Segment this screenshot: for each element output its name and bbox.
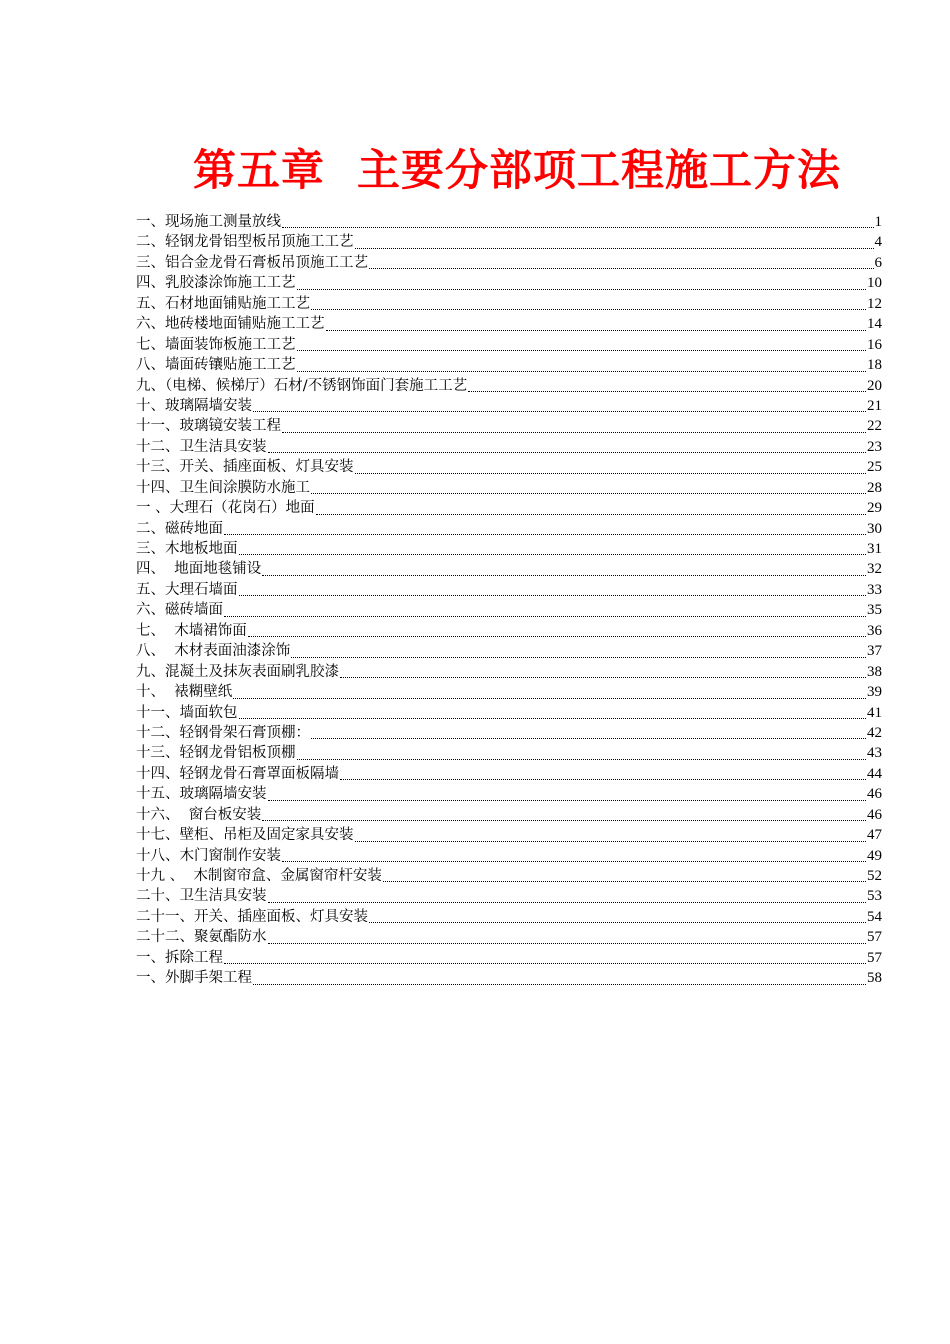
toc-entry[interactable] [136,376,882,396]
toc-dot-leader [468,391,866,392]
toc-entry-page-number: 52 [867,868,882,884]
toc-entry-page-number: 4 [874,234,882,251]
toc-entry-title: 十三、轻钢龙骨铝板顶棚 [136,745,296,762]
toc-entry[interactable] [136,927,882,947]
toc-entry-title: 四、 地面地毯铺设 [136,561,262,578]
toc-entry-title: 四、乳胶漆涂饰施工工艺 [136,275,296,292]
toc-entry[interactable] [136,907,882,927]
toc-dot-leader [340,677,866,678]
toc-entry-page-number: 43 [867,745,882,762]
toc-entry[interactable] [136,886,882,906]
toc-entry-title: 一、现场施工测量放线 [136,214,281,230]
toc-entry-page-number: 1 [874,214,882,230]
toc-dot-leader [297,759,867,760]
toc-entry[interactable] [136,457,882,477]
toc-entry-page-number: 39 [867,684,882,701]
toc-entry-title: 十、 裱糊壁纸 [136,684,233,701]
toc-dot-leader [297,371,867,372]
toc-entry-page-number: 14 [867,316,882,333]
toc-entry-page-number: 35 [867,602,882,619]
toc-dot-leader [355,248,874,249]
toc-entry[interactable] [136,641,882,661]
toc-entry-page-number: 32 [867,561,882,578]
toc-entry[interactable] [136,519,882,539]
toc-entry-title: 七、墙面装饰板施工工艺 [136,336,296,353]
toc-entry[interactable] [136,539,882,559]
toc-entry-page-number: 37 [867,643,882,660]
toc-entry-page-number: 33 [867,581,882,598]
toc-entry-title: 一、拆除工程 [136,949,223,966]
toc-entry-title: 十五、玻璃隔墙安装 [136,786,267,803]
toc-dot-leader [316,514,866,515]
toc-entry-title: 二十一、开关、插座面板、灯具安装 [136,908,368,925]
toc-dot-leader [262,820,866,821]
toc-dot-leader [311,309,866,310]
toc-entry-title: 五、大理石墙面 [136,581,238,598]
toc-entry-title: 一、外脚手架工程 [136,970,252,987]
toc-entry-page-number: 28 [867,479,882,496]
toc-entry-title: 八、墙面砖镶贴施工工艺 [136,357,296,374]
toc-dot-leader [239,718,867,719]
toc-dot-leader [282,227,874,228]
toc-dot-leader [224,534,866,535]
toc-entry-title: 二、轻钢龙骨铝型板吊顶施工工艺 [136,234,354,251]
toc-entry-title: 三、铝合金龙骨石膏板吊顶施工工艺 [136,254,368,271]
toc-dot-leader [355,473,867,474]
toc-entry-title: 九、（电梯、候梯厅）石材/不锈钢饰面门套施工工艺 [136,377,468,394]
toc-dot-leader [268,943,867,944]
toc-entry-title: 六、磁砖墙面 [136,602,223,619]
toc-entry-title: 六、地砖楼地面铺贴施工工艺 [136,316,325,333]
toc-entry-page-number: 54 [867,908,882,925]
toc-dot-leader [311,738,866,739]
toc-entry[interactable] [136,232,882,252]
page-title: 第五章 主要分部项工程施工方法 [193,145,841,196]
toc-entry-page-number: 12 [867,295,882,312]
toc-entry-title: 八、 木材表面油漆涂饰 [136,643,291,660]
toc-entry[interactable] [136,968,882,988]
toc-entry-page-number: 29 [867,500,882,517]
toc-entry[interactable] [136,355,882,375]
toc-entry-page-number: 25 [867,459,882,476]
toc-entry-title: 一 、大理石（花岗石）地面 [136,500,315,517]
toc-entry-page-number: 58 [867,970,882,987]
toc-dot-leader [282,861,866,862]
toc-dot-leader [369,922,866,923]
toc-entry[interactable] [136,416,882,436]
toc-entry[interactable] [136,600,882,620]
toc-entry-title: 七、 木墙裙饰面 [136,622,247,639]
toc-dot-leader [248,636,866,637]
toc-entry-title: 十四、轻钢龙骨石膏罩面板隔墙 [136,765,339,782]
toc-entry-title: 十二、卫生洁具安装 [136,438,267,455]
toc-entry[interactable] [136,662,882,682]
toc-entry[interactable] [136,723,882,743]
toc-entry[interactable] [136,846,882,866]
toc-entry-title: 三、木地板地面 [136,541,238,557]
toc-entry-page-number: 31 [867,541,882,557]
toc-entry-title: 二十、卫生洁具安装 [136,888,267,905]
toc-entry[interactable] [136,314,882,334]
toc-entry-page-number: 6 [874,254,882,271]
toc-entry[interactable] [136,682,882,702]
toc-entry[interactable] [136,437,882,457]
toc-entry-page-number: 30 [867,520,882,537]
toc-entry-page-number: 38 [867,663,882,680]
toc-entry[interactable] [136,764,882,784]
toc-dot-leader [369,268,874,269]
toc-dot-leader [297,289,867,290]
table-of-contents [136,212,882,989]
toc-entry-page-number: 46 [867,806,882,823]
toc-dot-leader [233,698,866,699]
toc-entry-title: 十八、木门窗制作安装 [136,847,281,864]
toc-entry[interactable] [136,212,882,232]
toc-entry[interactable] [136,396,882,416]
toc-entry-page-number: 49 [867,847,882,864]
toc-entry-page-number: 36 [867,622,882,639]
toc-dot-leader [239,595,867,596]
toc-entry-title: 十九 、 木制窗帘盒、金属窗帘杆安装 [136,868,382,884]
toc-dot-leader [340,779,866,780]
toc-dot-leader [239,554,867,555]
toc-dot-leader [253,984,866,985]
toc-entry-page-number: 57 [867,949,882,966]
toc-dot-leader [383,881,866,882]
toc-entry-title: 十六、 窗台板安装 [136,806,262,823]
toc-dot-leader [326,330,867,331]
toc-entry-page-number: 10 [867,275,882,292]
toc-entry-page-number: 46 [867,786,882,803]
toc-entry[interactable] [136,580,882,600]
toc-entry-title: 十一、墙面软包 [136,704,238,721]
toc-entry-title: 十四、卫生间涂膜防水施工 [136,479,310,496]
toc-entry-title: 十二、轻钢骨架石膏顶棚： [136,724,310,741]
toc-dot-leader [262,575,866,576]
toc-entry[interactable] [136,559,882,579]
toc-entry-page-number: 23 [867,438,882,455]
toc-entry[interactable] [136,743,882,763]
toc-dot-leader [224,616,866,617]
toc-dot-leader [268,800,867,801]
toc-dot-leader [291,657,866,658]
toc-entry-title: 九、混凝土及抹灰表面刷乳胶漆 [136,663,339,680]
toc-entry[interactable] [136,784,882,804]
toc-entry[interactable] [136,825,882,845]
toc-entry[interactable] [136,866,882,886]
toc-entry-page-number: 16 [867,336,882,353]
toc-entry-page-number: 21 [867,397,882,414]
toc-dot-leader [282,432,866,433]
toc-entry-title: 十三、开关、插座面板、灯具安装 [136,459,354,476]
toc-entry-title: 十、玻璃隔墙安装 [136,397,252,414]
toc-entry[interactable] [136,621,882,641]
toc-entry-title: 二、磁砖地面 [136,520,223,537]
toc-dot-leader [297,350,867,351]
toc-entry[interactable] [136,273,882,293]
toc-entry[interactable] [136,294,882,314]
toc-dot-leader [268,452,867,453]
toc-dot-leader [253,411,866,412]
toc-entry-title: 二十二、聚氨酯防水 [136,929,267,946]
toc-entry-page-number: 42 [867,724,882,741]
toc-dot-leader [311,493,866,494]
toc-entry[interactable] [136,703,882,723]
toc-entry-page-number: 20 [867,377,882,394]
toc-dot-leader [268,902,867,903]
toc-entry[interactable] [136,948,882,968]
toc-entry-title: 五、石材地面铺贴施工工艺 [136,295,310,312]
toc-entry[interactable] [136,253,882,273]
toc-entry-title: 十七、壁柜、吊柜及固定家具安装 [136,827,354,844]
toc-entry[interactable] [136,335,882,355]
toc-dot-leader [224,963,866,964]
toc-entry[interactable] [136,498,882,518]
toc-entry-page-number: 53 [867,888,882,905]
toc-entry-page-number: 57 [867,929,882,946]
toc-entry-page-number: 18 [867,357,882,374]
toc-dot-leader [355,841,867,842]
toc-entry-page-number: 41 [867,704,882,721]
toc-entry-page-number: 44 [867,765,882,782]
toc-entry-title: 十一、玻璃镜安装工程 [136,418,281,435]
toc-entry[interactable] [136,478,882,498]
toc-entry[interactable] [136,805,882,825]
toc-entry-page-number: 22 [867,418,882,435]
toc-entry-page-number: 47 [867,827,882,844]
